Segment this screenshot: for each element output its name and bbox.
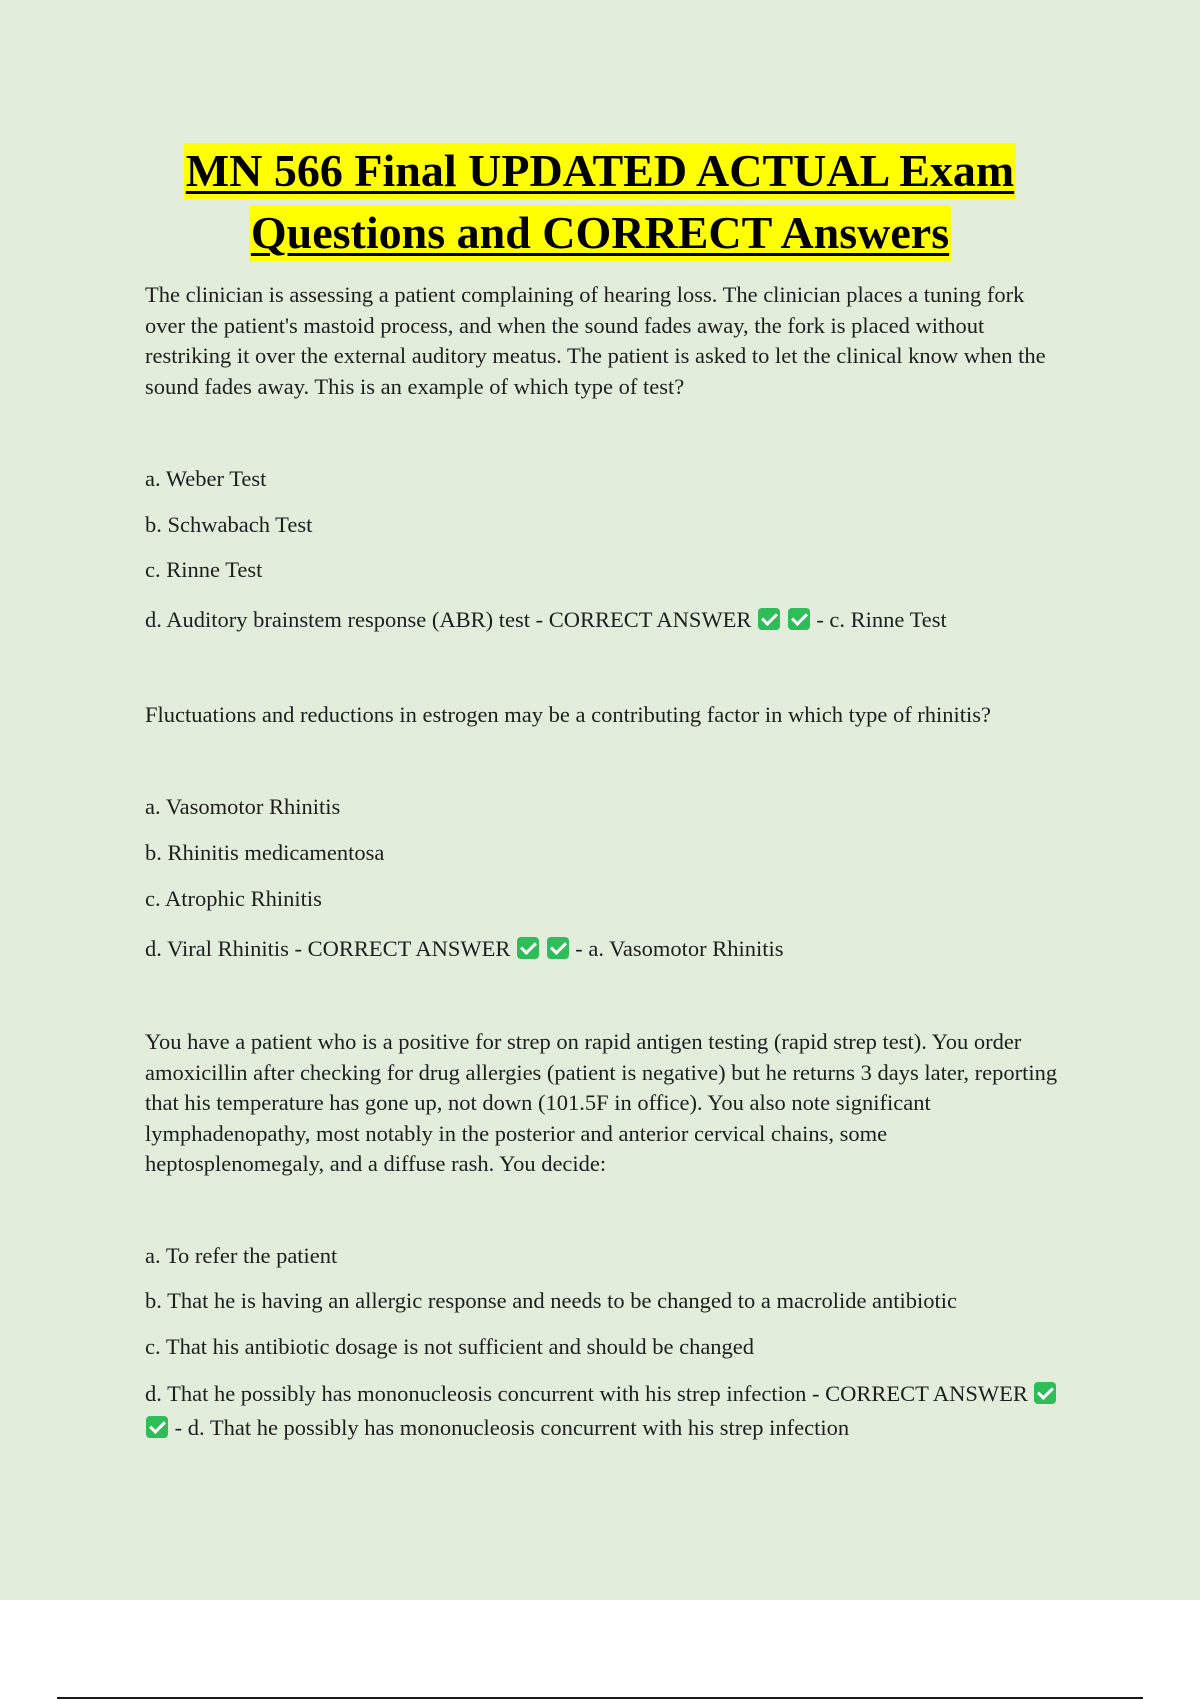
question-1-stem: The clinician is assessing a patient complaining of hearing loss. The clinician places a tuning fork over the patient's mastoid process, and when the sound fades away, the fork is placed without restriking it over the external auditory meatus. The patient is asked to let the clinical know when the sound fades away. This is an example of which type of test? [145,282,1046,399]
check-mark-icon [1034,1382,1056,1404]
question-2-stem: Fluctuations and reductions in estrogen may be a contributing factor in which type of rhinitis? [145,702,992,727]
question-3-stem: You have a patient who is a positive for strep on rapid antigen testing (rapid strep test). You order amoxicillin after checking for drug allergies (patient is negative) but he returns 3 days later, reporting that his temperature has gone up, not down (101.5F in office). You also note significant lymphadenopathy, most notably in the posterior and anterior cervical chains, some heptosplenomegaly, and a diffuse rash. You decide: [145,1029,1058,1176]
question-1-option-b: b. Schwabach Test [145,512,313,537]
footer-divider [57,1697,1143,1699]
question-2-correct-answer: - a. Vasomotor Rhinitis [575,936,784,961]
check-mark-icon [547,937,569,959]
check-mark-icon [517,937,539,959]
question-3-option-c: c. That his antibiotic dosage is not sufficient and should be changed [145,1334,755,1359]
title-line-1: MN 566 Final UPDATED ACTUAL Exam [184,143,1016,199]
check-mark-icon [788,608,810,630]
question-2-option-b: b. Rhinitis medicamentosa [145,840,385,865]
question-3-option-d [145,1377,1075,1445]
question-3-correct-answer: - d. That he possibly has mononucleosis concurrent with his strep infection [174,1415,850,1440]
question-1-correct-answer: - c. Rinne Test [816,607,947,632]
question-1-option-d-text: d. Auditory brainstem response (ABR) test - CORRECT ANSWER [145,607,752,632]
question-1-option-c: c. Rinne Test [145,557,263,582]
check-mark-icon [146,1416,168,1438]
title-line-2: Questions and CORRECT Answers [249,205,951,261]
document-title [0,143,1200,261]
question-1-option-a: a. Weber Test [145,466,267,491]
question-3-option-b: b. That he is having an allergic response and needs to be changed to a macrolide antibiotic [145,1288,958,1313]
question-3-option-a: a. To refer the patient [145,1243,338,1268]
question-2-option-d [145,934,1065,964]
question-1-option-d [145,605,1065,635]
question-2-option-d-text: d. Viral Rhinitis - CORRECT ANSWER [145,936,511,961]
question-2-option-c: c. Atrophic Rhinitis [145,886,322,911]
question-3-option-d-text: d. That he possibly has mononucleosis concurrent with his strep infection - CORRECT ANSWER [145,1381,1028,1406]
question-2-option-a: a. Vasomotor Rhinitis [145,794,341,819]
check-mark-icon [758,608,780,630]
